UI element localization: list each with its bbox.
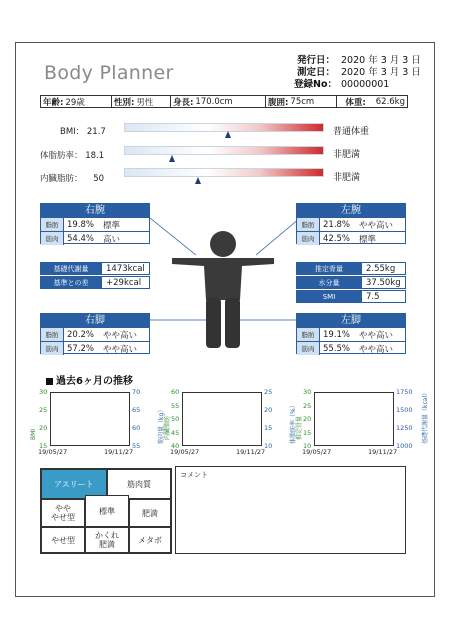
right-leg-muscle-pct: 57.2% bbox=[67, 343, 95, 354]
left-leg-muscle-eval: やや高い bbox=[359, 344, 394, 355]
muscle-key: 筋肉 bbox=[41, 342, 64, 355]
left-axis-tick: 15 bbox=[39, 442, 48, 450]
body-type-matrix bbox=[40, 468, 172, 554]
square-bullet-icon bbox=[46, 378, 53, 385]
history-section-title: 過去6ヶ月の推移 bbox=[46, 372, 133, 387]
type-metabo: メタボ bbox=[129, 527, 171, 553]
trend-plot-area bbox=[314, 392, 394, 446]
water-row bbox=[296, 276, 406, 289]
left-axis-tick: 15 bbox=[303, 428, 312, 437]
fat-key: 脂肪 bbox=[297, 328, 320, 341]
right-axis-tick: 10 bbox=[264, 442, 273, 450]
left-arm-muscle-pct: 42.5% bbox=[323, 233, 351, 244]
body-fat-label: 体脂肪率： 18.1 bbox=[40, 151, 105, 161]
left-leg-muscle-pct: 55.5% bbox=[323, 343, 351, 354]
smi-label: SMI bbox=[296, 290, 362, 303]
left-axis-tick: 55 bbox=[171, 401, 180, 410]
right-arm-title: 右腕 bbox=[41, 204, 149, 217]
bmi-value: 21.7 bbox=[86, 127, 106, 137]
right-arm-fat-eval: 標準 bbox=[103, 220, 121, 231]
type-thin: やせ型 bbox=[41, 527, 85, 553]
left-axis-tick: 25 bbox=[39, 406, 48, 414]
left-leg-title: 左脚 bbox=[297, 314, 405, 327]
right-axis-tick: 1500 bbox=[396, 406, 413, 414]
issue-date: 2020 年 3 月 3 日 bbox=[341, 55, 421, 66]
type-slightly-thin: やや やせ型 bbox=[41, 499, 85, 527]
fat-key: 脂肪 bbox=[41, 218, 64, 231]
registration-number: 00000001 bbox=[341, 79, 390, 90]
right-axis-tick: 20 bbox=[264, 406, 273, 414]
left-axis-tick: 20 bbox=[303, 415, 312, 423]
trend-chart-3 bbox=[296, 388, 430, 456]
left-leg-fat-pct: 19.1% bbox=[323, 329, 351, 340]
fat-key: 脂肪 bbox=[297, 218, 320, 231]
issue-date-label: 発行日： bbox=[296, 55, 335, 66]
x-axis-tick: 19/11/27 bbox=[104, 448, 134, 456]
right-axis-tick: 65 bbox=[132, 406, 141, 414]
report-title: Body Planner bbox=[44, 62, 174, 84]
left-arm-title: 左腕 bbox=[297, 204, 405, 217]
weight-value: 62.6kg bbox=[375, 96, 405, 107]
basal-metabolism-value: 1473kcal bbox=[102, 262, 150, 275]
muscle-key: 筋肉 bbox=[297, 342, 320, 355]
weight-cell: 体重: 62.6kg bbox=[345, 96, 405, 108]
bone-mass-row bbox=[296, 262, 406, 275]
registration-label: 登録No： bbox=[294, 79, 337, 90]
measure-date-label: 測定日： bbox=[296, 67, 335, 78]
left-axis-tick: 45 bbox=[171, 428, 180, 437]
bmi-status: 普通体重 bbox=[333, 127, 370, 137]
left-axis-tick: 50 bbox=[171, 415, 180, 423]
right-arm-muscle-eval: 高い bbox=[103, 234, 121, 245]
trend-plot-area bbox=[50, 392, 130, 446]
left-axis-tick: 20 bbox=[39, 424, 48, 432]
type-hidden-obese: かくれ 肥満 bbox=[85, 527, 129, 553]
bmi-label: BMI： 21.7 bbox=[60, 127, 106, 137]
body-fat-value: 18.1 bbox=[85, 151, 105, 161]
right-axis-tick: 55 bbox=[132, 442, 141, 450]
left-axis-tick: 30 bbox=[39, 388, 48, 396]
right-leg-title: 右脚 bbox=[41, 314, 149, 327]
basal-metabolism-row bbox=[40, 262, 150, 275]
left-axis-label: 推定骨量 bbox=[296, 415, 303, 440]
body-fat-status: 非肥満 bbox=[333, 150, 361, 160]
x-axis-tick: 19/11/27 bbox=[236, 448, 266, 456]
right-axis-label: 体脂肪率（%） bbox=[290, 402, 297, 444]
right-arm-muscle-pct: 54.4% bbox=[67, 233, 95, 244]
right-leg-fat-eval: やや高い bbox=[103, 330, 138, 341]
right-axis-tick: 70 bbox=[132, 388, 141, 396]
baseline-diff-row bbox=[40, 276, 150, 289]
left-axis-tick: 25 bbox=[303, 401, 312, 410]
type-obese: 肥満 bbox=[129, 499, 171, 527]
x-axis-tick: 19/11/27 bbox=[368, 448, 398, 456]
sex-cell: 性別: 男性 bbox=[112, 96, 171, 107]
comment-box bbox=[175, 466, 406, 554]
right-axis-tick: 1000 bbox=[396, 442, 413, 450]
age-value: 29歳 bbox=[65, 97, 85, 108]
left-axis-tick: 40 bbox=[171, 442, 180, 450]
waist-value: 75cm bbox=[290, 96, 315, 107]
right-axis-tick: 60 bbox=[132, 424, 141, 432]
type-standard: 標準 bbox=[85, 495, 129, 527]
type-muscular: 筋肉質 bbox=[107, 469, 171, 499]
visceral-fat-status: 非肥満 bbox=[333, 173, 361, 183]
x-axis-tick: 19/05/27 bbox=[170, 448, 200, 456]
right-leg-panel bbox=[40, 313, 150, 354]
type-athlete: アスリート bbox=[41, 469, 107, 499]
left-arm-panel bbox=[296, 203, 406, 244]
left-axis-tick: 60 bbox=[171, 388, 180, 396]
left-leg-panel bbox=[296, 313, 406, 354]
smi-row bbox=[296, 290, 406, 303]
fat-key: 脂肪 bbox=[41, 328, 64, 341]
height-value: 170.0cm bbox=[195, 96, 233, 107]
bone-mass-value: 2.55kg bbox=[362, 262, 406, 275]
x-axis-tick: 19/05/27 bbox=[38, 448, 68, 456]
water-value: 37.50kg bbox=[362, 276, 406, 289]
left-leg-fat-eval: やや高い bbox=[359, 330, 394, 341]
waist-cell: 腹囲: 75cm bbox=[266, 96, 337, 107]
height-cell: 身長: 170.0cm bbox=[171, 96, 266, 107]
baseline-diff-value: +29kcal bbox=[102, 276, 150, 289]
measure-date: 2020 年 3 月 3 日 bbox=[341, 67, 421, 78]
left-arm-muscle-eval: 標準 bbox=[359, 234, 377, 245]
left-axis-label: BMI bbox=[30, 428, 37, 440]
muscle-key: 筋肉 bbox=[297, 232, 320, 245]
right-arm-panel bbox=[40, 203, 150, 244]
right-leg-fat-pct: 20.2% bbox=[67, 329, 95, 340]
right-leg-muscle-eval: やや高い bbox=[103, 344, 138, 355]
visceral-fat-label: 内臓脂肪： 50 bbox=[40, 174, 105, 184]
left-axis-tick: 30 bbox=[303, 388, 312, 396]
baseline-diff-label: 基準との差 bbox=[40, 276, 102, 289]
x-axis-tick: 19/05/27 bbox=[302, 448, 332, 456]
left-axis-tick: 10 bbox=[303, 442, 312, 450]
right-axis-tick: 1250 bbox=[396, 424, 413, 432]
comment-label: コメント bbox=[180, 471, 208, 479]
visceral-fat-value: 50 bbox=[93, 174, 105, 184]
bone-mass-label: 推定骨量 bbox=[296, 262, 362, 275]
trend-chart-1 bbox=[30, 388, 166, 456]
right-axis-tick: 15 bbox=[264, 424, 273, 432]
sex-value: 男性 bbox=[136, 97, 154, 108]
smi-value: 7.5 bbox=[362, 290, 406, 303]
left-arm-fat-pct: 21.8% bbox=[323, 219, 351, 230]
left-axis-label: 内臓脂肪 bbox=[164, 415, 171, 440]
right-axis-tick: 25 bbox=[264, 388, 273, 396]
age-cell: 年齢: 29歳 bbox=[41, 96, 112, 107]
trend-chart-2 bbox=[164, 388, 298, 456]
right-axis-label: 筋肉量（kg） bbox=[158, 406, 165, 444]
trend-plot-area bbox=[182, 392, 262, 446]
right-arm-fat-pct: 19.8% bbox=[67, 219, 95, 230]
left-arm-fat-eval: やや高い bbox=[359, 220, 394, 231]
basal-metabolism-label: 基礎代謝量 bbox=[40, 262, 102, 275]
water-label: 水分量 bbox=[296, 276, 362, 289]
muscle-key: 筋肉 bbox=[41, 232, 64, 245]
right-axis-label: 基礎代謝量（kcal） bbox=[422, 389, 429, 444]
right-axis-tick: 1750 bbox=[396, 388, 413, 396]
